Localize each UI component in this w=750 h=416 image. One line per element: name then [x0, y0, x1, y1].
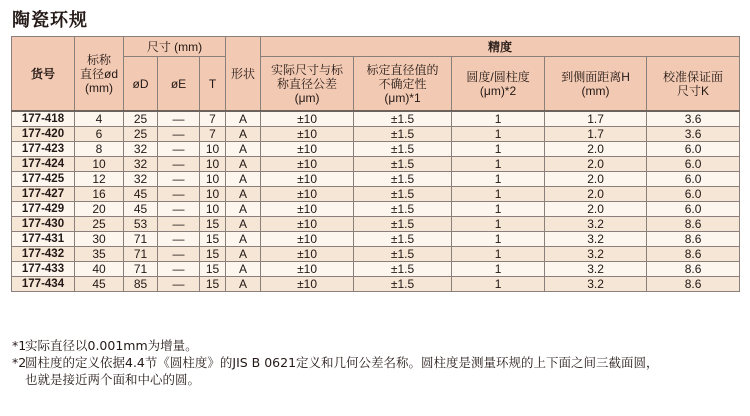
cell-model: 177-433 — [12, 262, 75, 277]
cell-tolerance: ±10 — [261, 127, 354, 142]
cell-uncertainty: ±1.5 — [354, 187, 452, 202]
cell-model: 177-427 — [12, 187, 75, 202]
footnote-2-text-cont: 也就是接近两个面和中心的圆。 — [25, 372, 201, 387]
header-t: T — [200, 57, 226, 112]
cell-roundness: 1 — [452, 217, 545, 232]
header-tolerance: 实际尺寸与标 称直径公差 (μm) — [261, 57, 354, 112]
cell-uncertainty: ±1.5 — [354, 172, 452, 187]
cell-nominal-diameter: 6 — [75, 127, 124, 142]
cell-od: 32 — [124, 142, 158, 157]
header-oe: øE — [158, 57, 200, 112]
cell-od: 71 — [124, 262, 158, 277]
table-row — [12, 247, 740, 262]
table-row — [12, 111, 740, 127]
cell-shape: A — [226, 232, 261, 247]
cell-uncertainty: ±1.5 — [354, 157, 452, 172]
footnote-1-text: 实际直径以0.001mm为增量。 — [25, 338, 198, 353]
cell-distance: 2.0 — [545, 202, 647, 217]
cell-oe: — — [158, 157, 200, 172]
cell-od: 71 — [124, 247, 158, 262]
cell-distance: 1.7 — [545, 111, 647, 127]
footnote-2 — [12, 354, 742, 388]
table-row — [12, 217, 740, 232]
cell-od: 25 — [124, 127, 158, 142]
cell-oe: — — [158, 217, 200, 232]
cell-od: 45 — [124, 202, 158, 217]
cell-tolerance: ±10 — [261, 172, 354, 187]
cell-model: 177-425 — [12, 172, 75, 187]
cell-distance: 3.2 — [545, 262, 647, 277]
cell-tolerance: ±10 — [261, 142, 354, 157]
cell-uncertainty: ±1.5 — [354, 111, 452, 127]
cell-roundness: 1 — [452, 247, 545, 262]
cell-distance: 2.0 — [545, 172, 647, 187]
footnote-2-text: 圆柱度的定义依据4.4节《圆柱度》的JIS B 0621定义和几何公差名称。圆柱度是测量环规的上下面之间三截面圆， — [25, 355, 659, 370]
cell-model: 177-432 — [12, 247, 75, 262]
cell-model: 177-431 — [12, 232, 75, 247]
cell-roundness: 1 — [452, 187, 545, 202]
cell-roundness: 1 — [452, 127, 545, 142]
header-roundness: 圆度/圆柱度 (μm)*2 — [452, 57, 545, 112]
cell-shape: A — [226, 111, 261, 127]
cell-nominal-diameter: 10 — [75, 157, 124, 172]
cell-shape: A — [226, 247, 261, 262]
cell-nominal-diameter: 8 — [75, 142, 124, 157]
cell-model: 177-420 — [12, 127, 75, 142]
table-row — [12, 172, 740, 187]
cell-oe: — — [158, 111, 200, 127]
cell-oe: — — [158, 232, 200, 247]
cell-uncertainty: ±1.5 — [354, 262, 452, 277]
cell-nominal-diameter: 4 — [75, 111, 124, 127]
header-nominal-diameter: 标称 直径ød (mm) — [75, 37, 124, 112]
cell-shape: A — [226, 172, 261, 187]
header-size-group: 尺寸 (mm) — [124, 37, 226, 57]
cell-t: 15 — [200, 232, 226, 247]
cell-guarantee: 8.6 — [647, 232, 740, 247]
cell-roundness: 1 — [452, 142, 545, 157]
cell-tolerance: ±10 — [261, 262, 354, 277]
cell-distance: 2.0 — [545, 142, 647, 157]
cell-oe: — — [158, 127, 200, 142]
cell-oe: — — [158, 277, 200, 292]
cell-distance: 3.2 — [545, 232, 647, 247]
cell-oe: — — [158, 202, 200, 217]
cell-t: 7 — [200, 111, 226, 127]
cell-distance: 3.2 — [545, 217, 647, 232]
cell-od: 45 — [124, 187, 158, 202]
cell-guarantee: 6.0 — [647, 142, 740, 157]
footnote-2-mark: *2 — [12, 355, 27, 370]
table-row — [12, 202, 740, 217]
cell-od: 32 — [124, 172, 158, 187]
cell-tolerance: ±10 — [261, 277, 354, 292]
cell-uncertainty: ±1.5 — [354, 277, 452, 292]
cell-guarantee: 6.0 — [647, 187, 740, 202]
cell-model: 177-429 — [12, 202, 75, 217]
cell-tolerance: ±10 — [261, 187, 354, 202]
cell-oe: — — [158, 142, 200, 157]
table-row — [12, 127, 740, 142]
cell-nominal-diameter: 25 — [75, 217, 124, 232]
cell-roundness: 1 — [452, 262, 545, 277]
page-title: 陶瓷环规 — [12, 10, 88, 31]
header-model: 货号 — [12, 37, 75, 112]
cell-shape: A — [226, 262, 261, 277]
cell-tolerance: ±10 — [261, 247, 354, 262]
cell-model: 177-423 — [12, 142, 75, 157]
cell-distance: 1.7 — [545, 127, 647, 142]
cell-od: 25 — [124, 111, 158, 127]
footnotes — [12, 337, 742, 388]
cell-nominal-diameter: 16 — [75, 187, 124, 202]
cell-shape: A — [226, 202, 261, 217]
cell-od: 32 — [124, 157, 158, 172]
cell-nominal-diameter: 35 — [75, 247, 124, 262]
cell-od: 53 — [124, 217, 158, 232]
cell-guarantee: 6.0 — [647, 157, 740, 172]
footnote-1-mark: *1 — [12, 338, 27, 353]
cell-uncertainty: ±1.5 — [354, 232, 452, 247]
cell-t: 7 — [200, 127, 226, 142]
cell-t: 10 — [200, 142, 226, 157]
cell-uncertainty: ±1.5 — [354, 202, 452, 217]
cell-roundness: 1 — [452, 111, 545, 127]
footnote-1 — [12, 337, 742, 354]
cell-distance: 3.2 — [545, 247, 647, 262]
cell-model: 177-430 — [12, 217, 75, 232]
cell-oe: — — [158, 262, 200, 277]
cell-tolerance: ±10 — [261, 217, 354, 232]
table-row — [12, 187, 740, 202]
cell-guarantee: 6.0 — [647, 172, 740, 187]
cell-t: 15 — [200, 262, 226, 277]
cell-tolerance: ±10 — [261, 157, 354, 172]
cell-nominal-diameter: 20 — [75, 202, 124, 217]
table-row — [12, 142, 740, 157]
cell-guarantee: 8.6 — [647, 217, 740, 232]
cell-od: 85 — [124, 277, 158, 292]
cell-shape: A — [226, 142, 261, 157]
table-row — [12, 262, 740, 277]
cell-oe: — — [158, 172, 200, 187]
cell-shape: A — [226, 217, 261, 232]
cell-guarantee: 3.6 — [647, 127, 740, 142]
cell-guarantee: 6.0 — [647, 202, 740, 217]
cell-shape: A — [226, 127, 261, 142]
cell-uncertainty: ±1.5 — [354, 217, 452, 232]
cell-distance: 2.0 — [545, 187, 647, 202]
cell-shape: A — [226, 187, 261, 202]
table-row — [12, 277, 740, 292]
header-uncertainty: 标定直径值的 不确定性 (μm)*1 — [354, 57, 452, 112]
cell-roundness: 1 — [452, 277, 545, 292]
cell-guarantee: 8.6 — [647, 277, 740, 292]
cell-uncertainty: ±1.5 — [354, 127, 452, 142]
cell-uncertainty: ±1.5 — [354, 247, 452, 262]
spec-table — [11, 36, 740, 292]
cell-roundness: 1 — [452, 172, 545, 187]
cell-t: 10 — [200, 202, 226, 217]
cell-roundness: 1 — [452, 232, 545, 247]
cell-model: 177-418 — [12, 111, 75, 127]
cell-distance: 3.2 — [545, 277, 647, 292]
cell-roundness: 1 — [452, 202, 545, 217]
cell-shape: A — [226, 157, 261, 172]
table-row — [12, 232, 740, 247]
cell-nominal-diameter: 40 — [75, 262, 124, 277]
cell-t: 10 — [200, 157, 226, 172]
cell-model: 177-424 — [12, 157, 75, 172]
cell-nominal-diameter: 30 — [75, 232, 124, 247]
cell-nominal-diameter: 45 — [75, 277, 124, 292]
cell-tolerance: ±10 — [261, 111, 354, 127]
cell-t: 15 — [200, 247, 226, 262]
cell-oe: — — [158, 187, 200, 202]
cell-nominal-diameter: 12 — [75, 172, 124, 187]
cell-t: 10 — [200, 172, 226, 187]
cell-guarantee: 8.6 — [647, 262, 740, 277]
cell-oe: — — [158, 247, 200, 262]
table-row — [12, 157, 740, 172]
cell-od: 71 — [124, 232, 158, 247]
cell-tolerance: ±10 — [261, 232, 354, 247]
cell-t: 15 — [200, 277, 226, 292]
cell-tolerance: ±10 — [261, 202, 354, 217]
cell-guarantee: 3.6 — [647, 111, 740, 127]
header-accuracy-group: 精度 — [261, 37, 740, 57]
header-shape: 形状 — [226, 37, 261, 112]
cell-shape: A — [226, 277, 261, 292]
cell-t: 15 — [200, 217, 226, 232]
cell-guarantee: 8.6 — [647, 247, 740, 262]
cell-distance: 2.0 — [545, 157, 647, 172]
header-guarantee: 校准保证面 尺寸K — [647, 57, 740, 112]
cell-model: 177-434 — [12, 277, 75, 292]
cell-t: 10 — [200, 187, 226, 202]
header-distance: 到侧面距离H (mm) — [545, 57, 647, 112]
cell-uncertainty: ±1.5 — [354, 142, 452, 157]
cell-roundness: 1 — [452, 157, 545, 172]
header-od: øD — [124, 57, 158, 112]
